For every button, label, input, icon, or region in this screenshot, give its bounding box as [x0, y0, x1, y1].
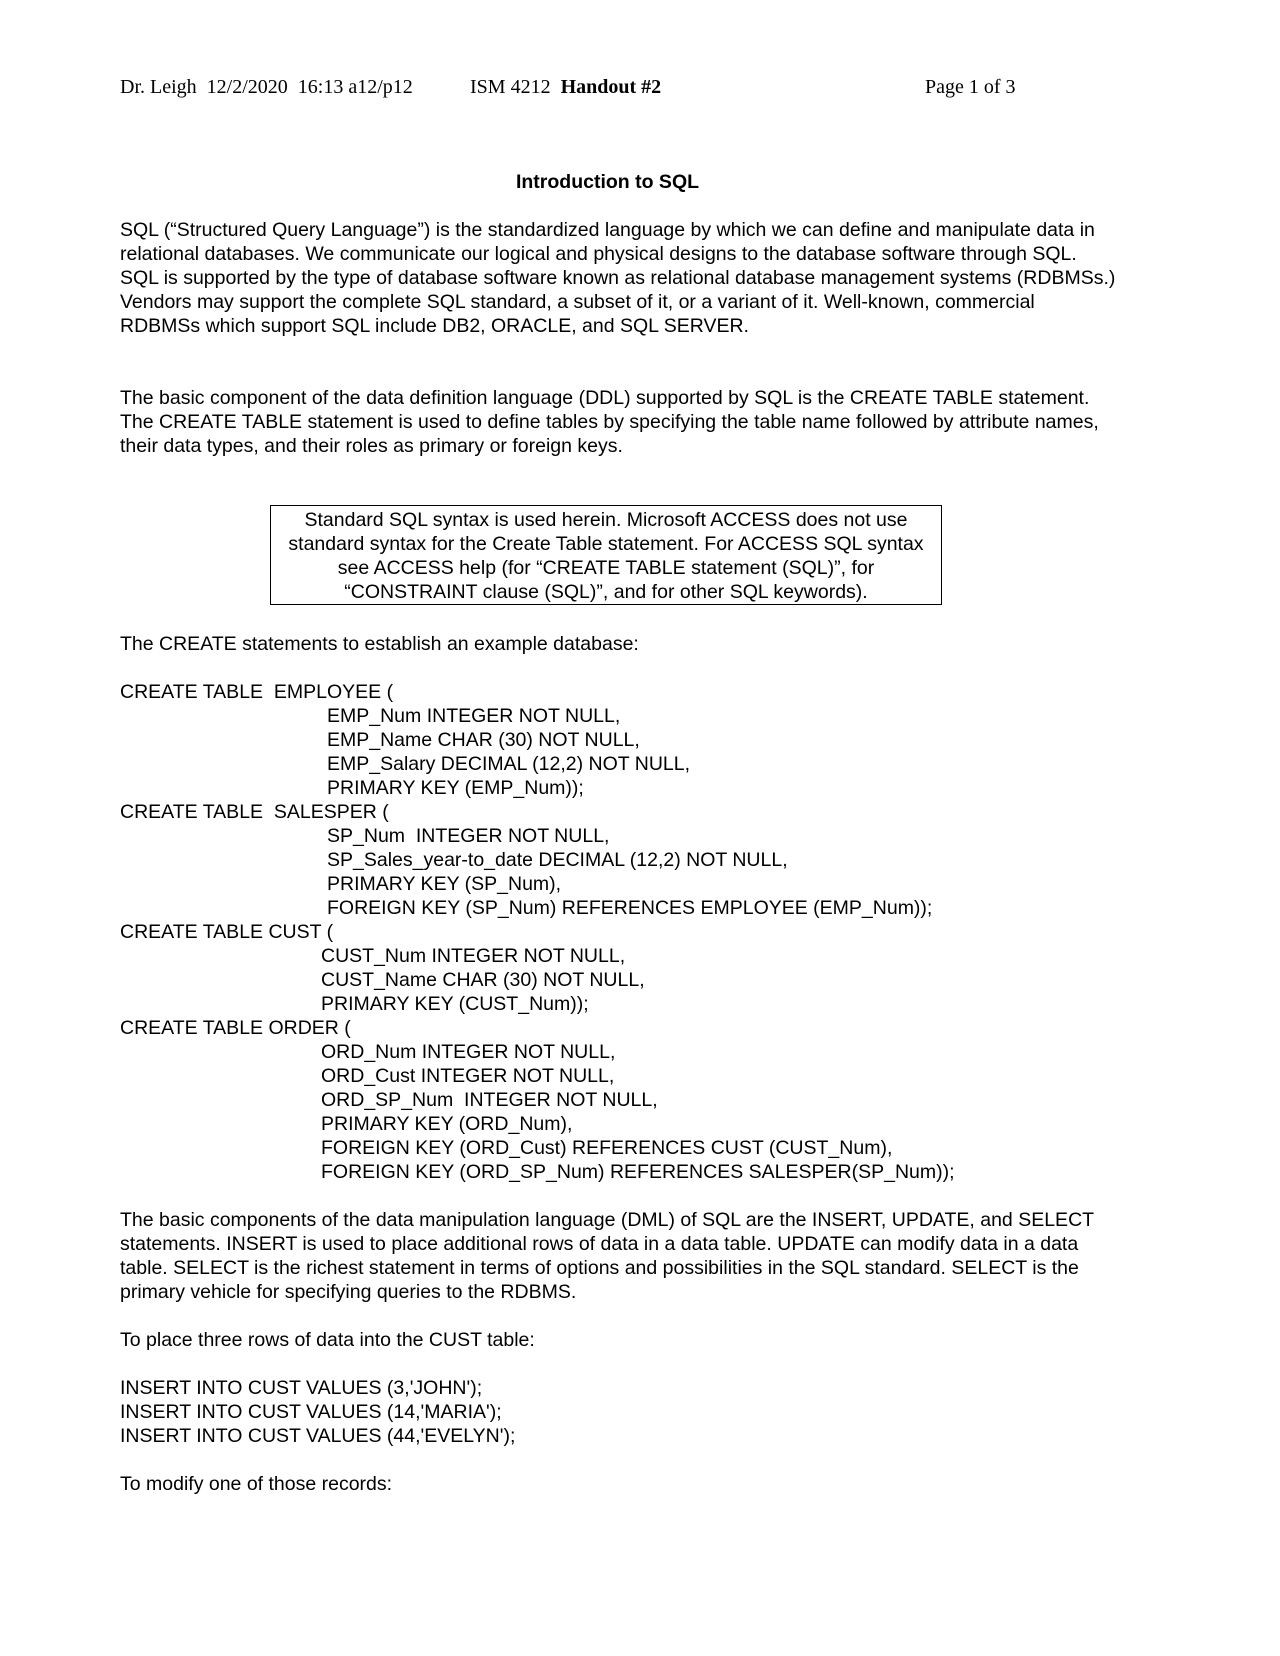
cust-column: CUST_Num INTEGER NOT NULL, — [321, 945, 626, 967]
salesper-column: SP_Sales_year-to_date DECIMAL (12,2) NOT NULL, — [327, 849, 788, 871]
header-page-number: Page 1 of 3 — [925, 76, 1016, 98]
employee-constraint: PRIMARY KEY (EMP_Num)); — [327, 777, 584, 799]
create-statements-block — [120, 680, 955, 1184]
create-intro: The CREATE statements to establish an example database: — [120, 633, 639, 655]
modify-intro: To modify one of those records: — [120, 1473, 393, 1495]
dml-paragraph — [120, 1208, 1120, 1304]
insert-statement: INSERT INTO CUST VALUES (44,'EVELYN'); — [120, 1425, 516, 1447]
page-title: Introduction to SQL — [515, 171, 700, 193]
ddl-paragraph — [120, 386, 1120, 458]
create-cust-head: CREATE TABLE CUST ( — [120, 921, 334, 943]
header-course — [470, 75, 661, 99]
dml-paragraph-text: The basic components of the data manipulation language (DML) of SQL are the INSERT, UPDATE, and SELECT statements. INSERT is used to place additional rows of data in a data table. UPDATE can modify data in a data table. SELECT is the richest statement in terms of options and possibilities in the SQL standard. SELECT is the primary vehicle for specifying queries to the RDBMS. — [120, 1209, 1094, 1303]
insert-statement: INSERT INTO CUST VALUES (14,'MARIA'); — [120, 1401, 502, 1423]
intro-paragraph-text: SQL (“Structured Query Language”) is the standardized language by which we can define and manipulate data in relational databases. We communicate our logical and physical designs to the database software through SQL. SQL is supported by the type of database software known as relational database management systems (RDBMSs.) Vendors may support the complete SQL standard, a subset of it, or a variant of it. Well-known, commercial RDBMSs which support SQL include DB2, ORACLE, and SQL SERVER. — [120, 219, 1116, 337]
header-handout: Handout #2 — [560, 76, 662, 98]
create-employee-head: CREATE TABLE EMPLOYEE ( — [120, 681, 394, 703]
intro-paragraph — [120, 218, 1120, 338]
header-course-code: ISM 4212 — [470, 76, 551, 98]
salesper-constraint: PRIMARY KEY (SP_Num), — [327, 873, 562, 895]
order-constraint: FOREIGN KEY (ORD_Cust) REFERENCES CUST (CUST_Num), — [321, 1137, 893, 1159]
order-constraint: PRIMARY KEY (ORD_Num), — [321, 1113, 573, 1135]
salesper-column: SP_Num INTEGER NOT NULL, — [327, 825, 610, 847]
cust-column: CUST_Name CHAR (30) NOT NULL, — [321, 969, 645, 991]
cust-constraint: PRIMARY KEY (CUST_Num)); — [321, 993, 589, 1015]
insert-statement: INSERT INTO CUST VALUES (3,'JOHN'); — [120, 1377, 483, 1399]
create-order-head: CREATE TABLE ORDER ( — [120, 1017, 351, 1039]
employee-column: EMP_Num INTEGER NOT NULL, — [327, 705, 621, 727]
access-note-text: Standard SQL syntax is used herein. Microsoft ACCESS does not use standard syntax for the Create Table statement. For ACCESS SQL syntax see ACCESS help (for “CREATE TABLE statement (SQL)”, for “CONSTRAINT clause (SQL)”, and for other SQL keywords). — [288, 509, 924, 603]
insert-statements-block — [120, 1376, 515, 1448]
header-author-date: Dr. Leigh 12/2/2020 16:13 a12/p12 — [120, 76, 413, 98]
order-column: ORD_Cust INTEGER NOT NULL, — [321, 1065, 615, 1087]
order-column: ORD_SP_Num INTEGER NOT NULL, — [321, 1089, 658, 1111]
access-note-box — [270, 505, 942, 605]
create-salesper-head: CREATE TABLE SALESPER ( — [120, 801, 389, 823]
employee-column: EMP_Salary DECIMAL (12,2) NOT NULL, — [327, 753, 691, 775]
employee-column: EMP_Name CHAR (30) NOT NULL, — [327, 729, 640, 751]
ddl-paragraph-text: The basic component of the data definition language (DDL) supported by SQL is the CREATE TABLE statement. The CREATE TABLE statement is used to define tables by specifying the table name followed by attribute names, their data types, and their roles as primary or foreign keys. — [120, 387, 1099, 457]
salesper-constraint: FOREIGN KEY (SP_Num) REFERENCES EMPLOYEE (EMP_Num)); — [327, 897, 933, 919]
order-constraint: FOREIGN KEY (ORD_SP_Num) REFERENCES SALESPER(SP_Num)); — [321, 1161, 955, 1183]
insert-intro: To place three rows of data into the CUST table: — [120, 1329, 535, 1351]
order-column: ORD_Num INTEGER NOT NULL, — [321, 1041, 616, 1063]
